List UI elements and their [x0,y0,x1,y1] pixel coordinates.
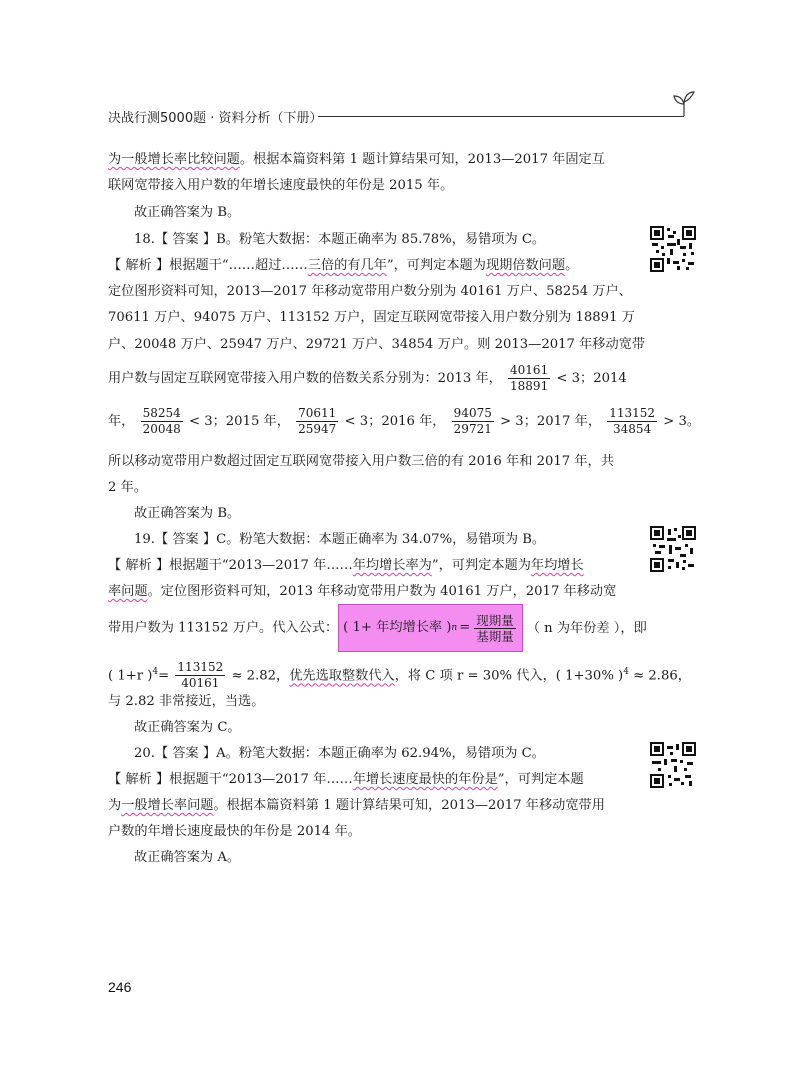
wavy-term: 年均增长率为 [352,558,432,573]
wavy-term: 年增长速度最快的年份是 [352,772,498,787]
analysis-line: 【 解析 】根据题干“2013—2017 年……年增长速度最快的年份是”，可判定本题 [108,772,584,787]
analysis-line-fraction: ( 1+r )$^4$= $\frac{113152}{40161}$ ≈ 2.82，优先选取整数代入，将 C 项 r = 30% 代入，( 1+30% )$^4$ ≈ 2.86， [108,660,691,691]
paragraph-line: 联网宽带接入用户数的年增长速度最快的年份是 2015 年。 [108,178,454,193]
wavy-term: 为一般增长率比较问题 [108,152,240,167]
paragraph-line: 为一般增长率比较问题。根据本篇资料第 1 题计算结果可知，2013—2017 年固定互 [108,152,605,167]
analysis-line: 所以移动宽带用户数超过固定互联网宽带接入用户数三倍的有 2016 年和 2017 年，共 [108,454,614,469]
fraction-2016: $\frac{94075}{29721}$ [453,406,492,436]
sprout-icon [670,88,700,118]
question-18-header: 18.【 答案 】B。粉笔大数据：本题正确率为 85.78%，易错项为 C。 [134,232,546,247]
analysis-line: 【 解析 】根据题干“2013—2017 年……年均增长率为”，可判定本题为年均增长 [108,558,584,573]
fraction-2013: $\frac{40161}{18891}$ [510,363,549,393]
analysis-line: 户数的年增长速度最快的年份是 2014 年。 [108,824,361,839]
wavy-term: 三倍的有几年 [307,258,387,273]
wavy-term: 优先选取整数代入 [289,668,395,684]
analysis-line: 【 解析 】根据题干“……超过……三倍的有几年”，可判定本题为现期倍数问题。 [108,258,579,273]
answer-line: 故正确答案为 B。 [134,506,241,521]
analysis-line-fraction: 用户数与固定互联网宽带接入用户数的倍数关系分别为：2013 年， $\frac{40161}{18891}$ < 3；2014 [108,363,627,393]
analysis-line: 与 2.82 非常接近，当选。 [108,694,265,709]
fraction-19: $\frac{113152}{40161}$ [177,660,224,691]
qr-code-20[interactable] [650,742,696,788]
answer-line: 故正确答案为 C。 [134,720,241,735]
highlighted-formula: ( 1+ 年均增长率 ) n = $\frac{\text{现期量}}{\text{基期量}}$ [338,604,523,652]
wavy-term: 一般增长率问题 [121,798,214,813]
wavy-term: 现期倍数问题 [485,258,566,273]
analysis-line-fraction: 年， $\frac{58254}{20048}$ < 3；2015 年， $\frac{70611}{25947}$ < 3；2016 年， $\frac{94075}{29721}$ > 3；2017 年， $\frac{113152}{34854}$ > 3。 [108,406,701,436]
question-19-header: 19.【 答案 】C。粉笔大数据：本题正确率为 34.07%，易错项为 B。 [134,532,546,547]
fraction-2014: $\frac{58254}{20048}$ [142,406,181,436]
book-header-title: 决战行测5000题 · 资料分析（下册） [108,111,323,126]
answer-line: 故正确答案为 B。 [134,205,241,220]
analysis-line: 为一般增长率问题。根据本篇资料第 1 题计算结果可知，2013—2017 年移动宽带用 [108,798,605,813]
wavy-term: 年均增长 [530,558,584,573]
analysis-line-formula: 带用户数为 113152 万户。代入公式： ( 1+ 年均增长率 ) n = $\frac{\text{现期量}}{\text{基期量}}$ （ n 为年份差 ），即 [108,604,628,652]
qr-code-19[interactable] [650,526,696,572]
analysis-line: 70611 万户、94075 万户、113152 万户，固定互联网宽带接入用户数分别为 18891 万 [108,310,635,325]
fraction-2015: $\frac{70611}{25947}$ [298,406,337,436]
analysis-line: 户、20048 万户、25947 万户、29721 万户、34854 万户。则 2013—2017 年移动宽带 [108,337,646,352]
qr-code-18[interactable] [650,226,696,272]
analysis-line: 率问题。定位图形资料可知，2013 年移动宽带用户数为 40161 万户，2017 年移动宽 [108,584,617,599]
analysis-line: 2 年。 [108,480,147,495]
fraction-2017: $\frac{113152}{34854}$ [609,406,656,436]
answer-line: 故正确答案为 A。 [134,850,241,865]
header-rule [318,116,684,117]
page-number: 246 [108,979,132,995]
wavy-term: 率问题 [108,584,148,599]
question-20-header: 20.【 答案 】A。粉笔大数据：本题正确率为 62.94%，易错项为 C。 [134,746,545,761]
analysis-line: 定位图形资料可知，2013—2017 年移动宽带用户数分别为 40161 万户、58254 万户、 [108,284,632,299]
